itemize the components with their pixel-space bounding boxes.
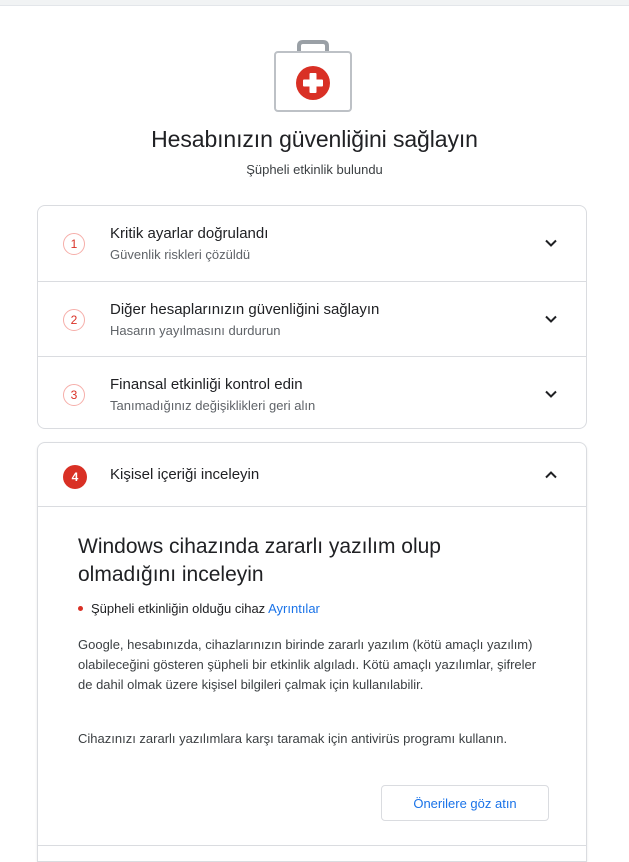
section-heading: Windows cihazında zararlı yazılım olup olmadığını inceleyin: [78, 535, 441, 586]
step-number-badge: 3: [63, 384, 85, 406]
view-suggestions-button[interactable]: Önerilere göz atın: [381, 785, 549, 821]
chevron-down-icon[interactable]: [543, 311, 559, 327]
chevron-down-icon[interactable]: [543, 386, 559, 402]
alert-dot-icon: [78, 606, 83, 611]
divider: [38, 845, 586, 846]
step-item-3[interactable]: [38, 356, 586, 429]
step-title: Finansal etkinliği kontrol edin: [110, 376, 303, 393]
chevron-down-icon[interactable]: [543, 235, 559, 251]
description-paragraph: Google, hesabınızda, cihazlarınızın birinde zararlı yazılım (kötü amaçlı yazılım) olabileceğini gösteren şüpheli bir etkinlik algıladı. Kötü amaçlı yazılımlar, şifreler de dahil olmak üzere kişisel bilgileri çalmak için kullanılabilir.: [78, 637, 537, 692]
step-subtitle: Hasarın yayılmasını durdurun: [110, 323, 281, 338]
step-subtitle: Tanımadığınız değişiklikleri geri alın: [110, 398, 316, 413]
step-item-1[interactable]: [38, 206, 586, 281]
page-title: Hesabınızın güvenliğini sağlayın: [151, 126, 478, 152]
step-item-4-header[interactable]: [38, 443, 586, 507]
steps-list: [37, 205, 587, 429]
expanded-step-card: [37, 442, 587, 862]
details-link[interactable]: Ayrıntılar: [268, 601, 320, 616]
device-info-line: [78, 601, 320, 616]
step-number-badge: 2: [63, 309, 85, 331]
step-number-badge-active: 4: [63, 465, 87, 489]
page-subtitle: Şüpheli etkinlik bulundu: [246, 162, 383, 177]
step-number-badge: 1: [63, 233, 85, 255]
device-text: Şüpheli etkinliğin olduğu cihaz: [91, 601, 266, 616]
step-title: Kritik ayarlar doğrulandı: [110, 225, 269, 242]
instruction-paragraph: Cihazınızı zararlı yazılımlara karşı taramak için antivirüs programı kullanın.: [78, 731, 508, 746]
chevron-up-icon[interactable]: [543, 467, 559, 483]
top-bar: [0, 0, 629, 6]
step-item-2[interactable]: [38, 281, 586, 356]
step-subtitle: Güvenlik riskleri çözüldü: [110, 247, 251, 262]
step-title: Kişisel içeriği inceleyin: [110, 466, 260, 483]
step-title: Diğer hesaplarınızın güvenliğini sağlayın: [110, 301, 380, 318]
first-aid-kit-icon: [273, 40, 353, 114]
